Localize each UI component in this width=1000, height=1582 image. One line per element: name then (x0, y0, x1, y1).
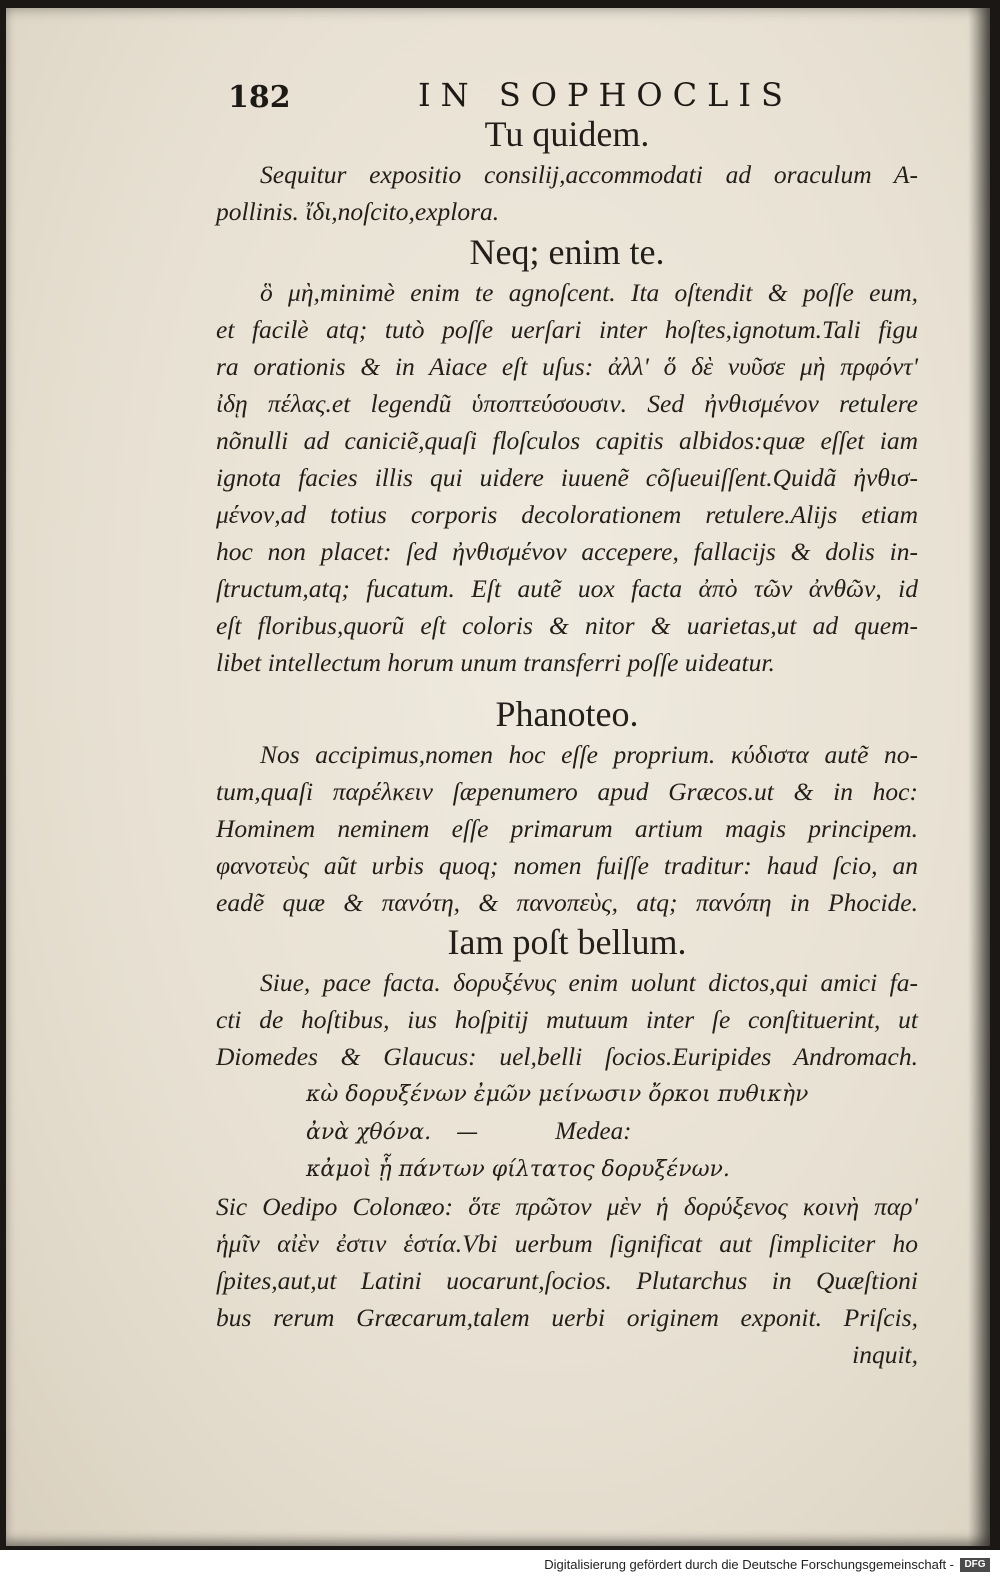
lemma-heading: Neq; enim te. (469, 232, 665, 272)
text-line: pollinis. ἴδι,noſcito,explora. (216, 197, 500, 226)
text-line: Diomedes & Glaucus: uel,belli ſocios.Euripides Andromach. (216, 1042, 918, 1071)
text-line: nõnulli ad caniciẽ,quaſi floſculos capitis albidos:quæ eſſet iam (216, 426, 918, 455)
text-line: bus rerum Græcarum,talem uerbi originem exponit. Priſcis, (216, 1303, 918, 1332)
text-line: ἰδῃ πέλας.et legendũ ὑποπτεύσουσιν. Sed ἠνθισμένον retulere (216, 389, 918, 418)
text-line: Sequitur expositio consilij,accommodati ad oraculum A- (260, 160, 918, 189)
lemma-heading: Iam poſt bellum. (447, 922, 687, 962)
text-line: Hominem neminem eſſe primarum artium magis principem. (216, 814, 918, 843)
verse-fragment: ἀνὰ χθόνα. (306, 1120, 432, 1145)
text-line: ſpites,aut,ut Latini uocarunt,ſocios. Plutarchus in Quæſtioni (216, 1266, 918, 1295)
commentary-paragraph (216, 736, 918, 921)
verse-source-label: Medea: (555, 1118, 632, 1145)
digitization-footer (0, 1550, 1000, 1582)
text-line: cti de hoſtibus, ius hoſpitij mutuum inter ſe conſtituerint, ut (216, 1005, 918, 1034)
text-line: ignota facies illis qui uidere iuuenẽ cõſueuiſſent.Quidã ἠνθισ- (216, 463, 918, 492)
text-line: eadẽ quæ & πανότη, & πανοπεὺς, atq; πανόπη in Phocide. (216, 888, 918, 917)
text-line: ſtructum,atq; fucatum. Eſt autẽ uox facta ἀπὸ τῶν ἀνθῶν, id (216, 574, 918, 603)
text-line: Sic Oedipo Colonæo: ὅτε πρῶτον μὲν ἡ δορύξενος κοινὴ παρ' (216, 1192, 918, 1221)
text-line: eſt floribus,quorũ eſt coloris & nitor & uarietas,ut ad quem- (216, 611, 918, 640)
lemma-heading: Tu quidem. (484, 114, 650, 154)
commentary-paragraph (216, 964, 918, 1075)
running-title: IN SOPHOCLIS (418, 76, 793, 114)
verse-line (306, 1113, 826, 1151)
text-line: et facilè atq; tutò poſſe uerſari inter hoſtes,ignotum.Tali figu (216, 315, 918, 344)
book-page (6, 8, 990, 1546)
lemma-heading: Phanoteo. (495, 694, 639, 734)
commentary-paragraph (216, 274, 918, 681)
text-line: φανοτεὺς aũt urbis quoq; nomen fuiſſe traditur: haud ſcio, an (216, 851, 918, 880)
catchword: inquit, (852, 1340, 918, 1369)
verse-dash: — (456, 1120, 479, 1145)
text-line: Nos accipimus,nomen hoc eſſe proprium. κύδιστα autẽ no- (260, 740, 918, 769)
verse-quotation (306, 1076, 826, 1188)
commentary-paragraph (216, 156, 918, 230)
text-line: ὃ μὴ,minimè enim te agnoſcent. Ita oſtendit & poſſe eum, (260, 278, 918, 307)
verse-line: κἀμοὶ ᾗ πάντων φίλτατος δορυξένων. (306, 1157, 730, 1182)
page-number: 182 (228, 80, 291, 115)
text-line: Siue, pace facta. δορυξένυς enim uolunt dictos,qui amici fa- (260, 968, 918, 997)
page-gutter-shadow (968, 8, 990, 1546)
text-line: hoc non placet: ſed ἠνθισμένον accepere, fallacijs & dolis in- (216, 537, 918, 566)
dfg-logo: DFG (960, 1558, 990, 1572)
commentary-paragraph (216, 1188, 918, 1336)
running-header (6, 72, 990, 115)
text-line: tum,quaſi παρέλκειν ſæpenumero apud Græcos.ut & in hoc: (216, 777, 918, 806)
text-line: ἡμῖν αἰὲν ἐστιν ἑστία.Vbi uerbum ſignificat aut ſimpliciter ho (216, 1229, 918, 1258)
verse-line: κὼ δορυξένων ἐμῶν μείνωσιν ὄρκοι πυθικὴν (306, 1082, 809, 1107)
text-line: ra orationis & in Aiace eſt uſus: ἀλλ' ὅ δὲ νυῦσε μὴ πρφόντ' (216, 352, 918, 381)
text-line: μένον,ad totius corporis decolorationem retulere.Alijs etiam (216, 500, 918, 529)
text-line: libet intellectum horum unum transferri poſſe uideatur. (216, 648, 775, 677)
funding-credit: Digitalisierung gefördert durch die Deutsche Forschungsgemeinschaft - (544, 1557, 954, 1572)
